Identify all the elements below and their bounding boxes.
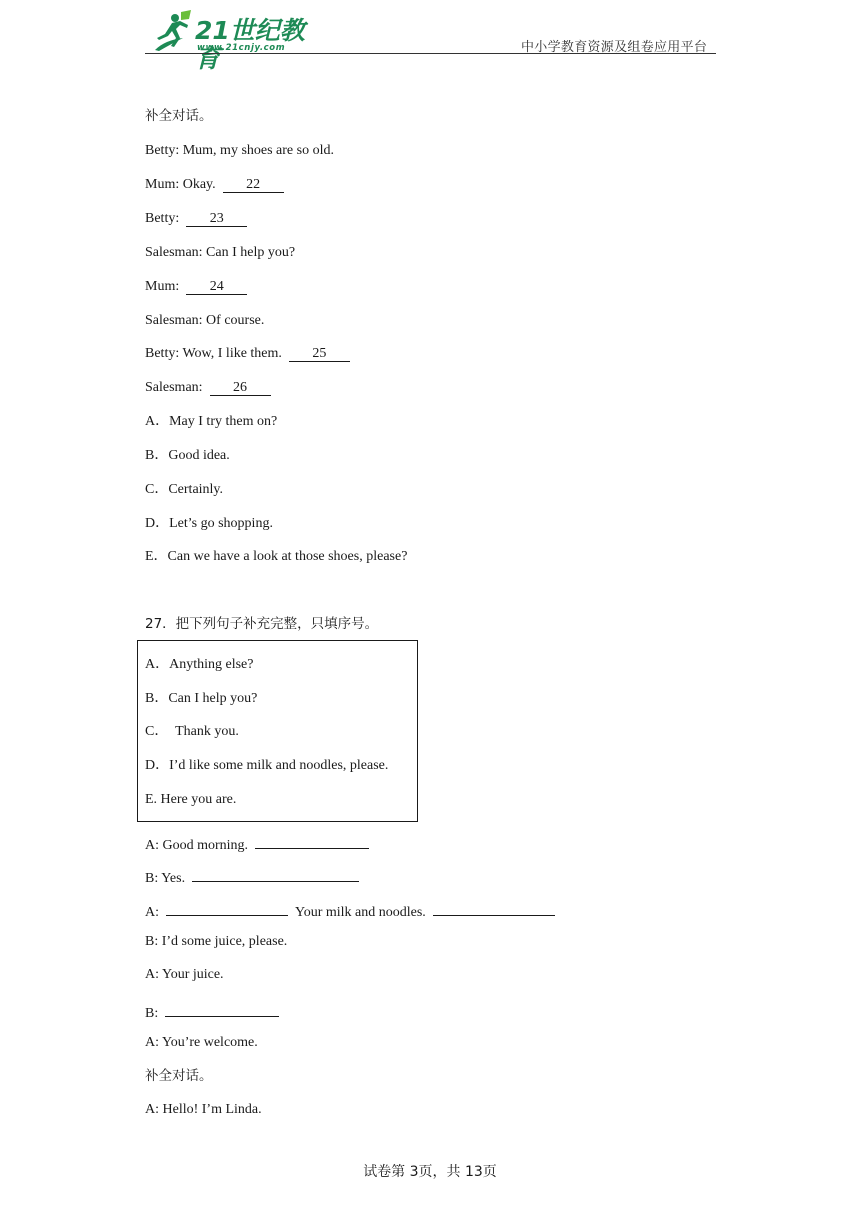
dialogue-line: Mum: 24	[145, 278, 247, 296]
dialogue-line: B:	[145, 1000, 279, 1023]
option-a: A．May I try them on?	[145, 414, 278, 429]
blank-25[interactable]: 25	[289, 345, 350, 362]
instruction: 补全对话。	[145, 1068, 213, 1084]
dialogue-line: Mum: Okay. 22	[145, 176, 284, 194]
option-b: B．Good idea.	[145, 448, 230, 463]
answer-blank[interactable]	[433, 899, 555, 916]
dialogue-line: Salesman: Can I help you?	[145, 245, 296, 260]
platform-name: 中小学教育资源及组卷应用平台	[521, 40, 708, 55]
instruction: 补全对话。	[145, 108, 213, 124]
box-option-c: C． Thank you.	[145, 724, 239, 739]
question-27-instruction: 27．把下列句子补充完整，只填序号。	[145, 616, 379, 632]
dialogue-line: Betty: 23	[145, 210, 247, 228]
dialogue-line: B: Yes.	[145, 865, 359, 888]
dialogue-line: A: Hello! I’m Linda.	[145, 1102, 262, 1117]
dialogue-line: Betty: Wow, I like them. 25	[145, 345, 350, 363]
logo	[145, 10, 315, 73]
box-option-b: B．Can I help you?	[145, 691, 258, 706]
answer-blank[interactable]	[255, 832, 369, 849]
dialogue-line: A: Your milk and noodles.	[145, 899, 555, 922]
page-footer: 试卷第 3页，共 13页	[363, 1164, 497, 1180]
box-option-a: A．Anything else?	[145, 657, 254, 672]
dialogue-line: A: Good morning.	[145, 832, 369, 855]
dialogue-line: B: I’d some juice, please.	[145, 934, 288, 949]
logo-text: 21世纪教育	[195, 16, 305, 73]
blank-24[interactable]: 24	[186, 278, 247, 295]
answer-blank[interactable]	[192, 865, 359, 882]
option-e: E．Can we have a look at those shoes, please?	[145, 549, 408, 564]
box-option-e: E. Here you are.	[145, 792, 237, 807]
dialogue-line: A: Your juice.	[145, 967, 224, 982]
dialogue-line: Salesman: 26	[145, 379, 271, 397]
page-header	[0, 0, 860, 73]
box-option-d: D．I’d like some milk and noodles, please.	[145, 758, 389, 773]
dialogue-line: Salesman: Of course.	[145, 313, 265, 328]
answer-blank[interactable]	[165, 1000, 279, 1017]
dialogue-line: Betty: Mum, my shoes are so old.	[145, 143, 334, 158]
dialogue-line: A: You’re welcome.	[145, 1035, 258, 1050]
logo-url: www.21cnjy.com	[197, 43, 286, 53]
header-divider	[145, 53, 716, 54]
answer-blank[interactable]	[166, 899, 288, 916]
option-c: C．Certainly.	[145, 482, 224, 497]
option-d: D．Let’s go shopping.	[145, 516, 273, 531]
blank-23[interactable]: 23	[186, 210, 247, 227]
blank-26[interactable]: 26	[210, 379, 271, 396]
runner-icon	[145, 10, 195, 54]
blank-22[interactable]: 22	[223, 176, 284, 193]
